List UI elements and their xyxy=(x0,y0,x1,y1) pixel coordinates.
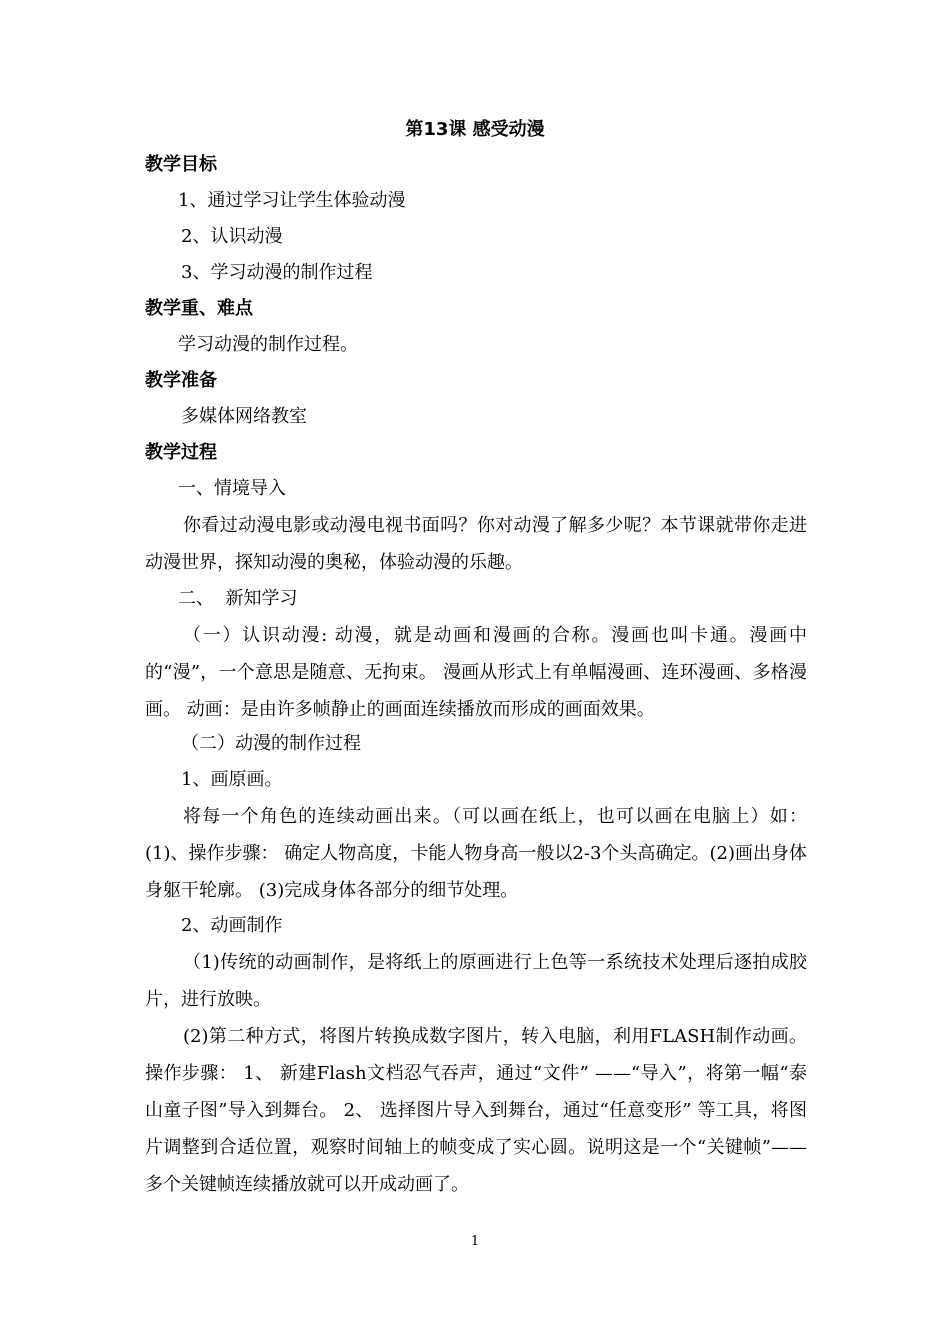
step2-text-2: (2)第二种方式，将图片转换成数字图片，转入电脑，利用FLASH制作动画。操作步骤： 1、 新建Flash文档忍气吞声，通过“文件” ——“导入”，将第一幅“泰山童子图”导入到舞台。 2、 选择图片导入到舞台，通过“任意变形” 等工具，将图片调整到合适位置，观察时间轴上的帧变成了实心圆。说明这是一个“关键帧”——多个关键帧连续播放就可以开成动画了。 xyxy=(145,1026,807,1195)
key-points-heading: 教学重、难点 xyxy=(145,298,253,319)
sub2-heading: （二）动漫的制作过程 xyxy=(181,733,361,754)
page-title: 第13课 感受动漫 xyxy=(405,119,545,140)
part1-text: 你看过动漫电影或动漫电视书面吗？你对动漫了解多少呢？本节课就带你走进动漫世界，探知动漫的奥秘，体验动漫的乐趣。 xyxy=(145,515,807,573)
sub1-text: （一）认识动漫: 动漫，就是动画和漫画的合称。漫画也叫卡通。漫画中的“漫”，一个意思是随意、无拘束。 漫画从形式上有单幅漫画、连环漫画、多格漫画。 动画：是由许多帧静止的画面连续播放而形成的画面效果。 xyxy=(145,625,807,720)
objectives-heading: 教学目标 xyxy=(145,154,217,175)
objective-item: 1、通过学习让学生体验动漫 xyxy=(178,190,406,211)
objective-item: 2、认识动漫 xyxy=(181,226,283,247)
step1-text: 将每一个角色的连续动画出来。（可以画在纸上，也可以画在电脑上）如：(1)、操作步骤： 确定人物高度，卡能人物身高一般以2-3个头高确定。(2)画出身体身躯干轮廓。 (3)完成身体各部分的细节处理。 xyxy=(145,806,807,901)
part1-heading: 一、情境导入 xyxy=(178,478,286,499)
page-number: 1 xyxy=(470,1234,480,1249)
step2-heading: 2、动画制作 xyxy=(181,915,283,936)
part2-heading: 二、 新知学习 xyxy=(178,588,298,609)
preparation-heading: 教学准备 xyxy=(145,370,217,391)
step2-text-1: （1)传统的动画制作，是将纸上的原画进行上色等一系统技术处理后逐拍成胶片，进行放映。 xyxy=(145,952,807,1010)
step1-heading: 1、画原画。 xyxy=(181,769,283,790)
preparation-text: 多媒体网络教室 xyxy=(181,406,307,427)
objective-item: 3、学习动漫的制作过程 xyxy=(181,262,373,283)
key-points-text: 学习动漫的制作过程。 xyxy=(178,334,358,355)
process-heading: 教学过程 xyxy=(145,442,217,463)
